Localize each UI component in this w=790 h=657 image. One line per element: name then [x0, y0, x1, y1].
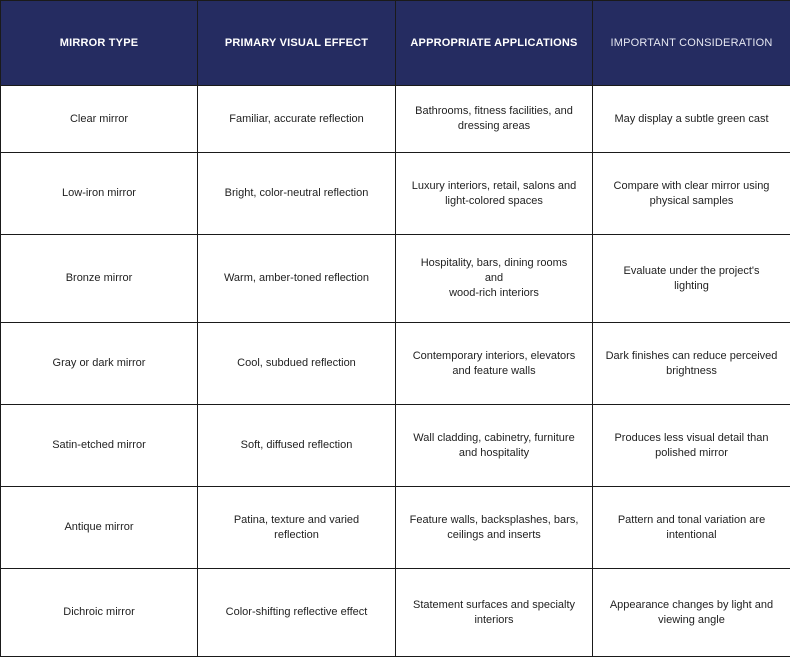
table-row	[1, 153, 790, 235]
table-row	[1, 405, 790, 487]
table-row	[1, 235, 790, 323]
cell-consideration: Produces less visual detail than polished mirror	[593, 405, 790, 487]
table-row	[1, 487, 790, 569]
table-row	[1, 86, 790, 153]
cell-applications: Contemporary interiors, elevators and feature walls	[396, 323, 593, 405]
cell-consideration: Appearance changes by light and viewing angle	[593, 569, 790, 657]
cell-applications: Bathrooms, fitness facilities, and dressing areas	[396, 86, 593, 153]
header-primary-visual-effect: PRIMARY VISUAL EFFECT	[198, 1, 396, 86]
cell-mirror-type: Bronze mirror	[1, 235, 198, 323]
cell-mirror-type: Antique mirror	[1, 487, 198, 569]
cell-mirror-type: Low-iron mirror	[1, 153, 198, 235]
cell-visual-effect: Bright, color-neutral reflection	[198, 153, 396, 235]
table-body	[1, 86, 790, 657]
cell-applications: Luxury interiors, retail, salons and light-colored spaces	[396, 153, 593, 235]
header-row	[1, 1, 790, 86]
cell-consideration: May display a subtle green cast	[593, 86, 790, 153]
table-header	[1, 1, 790, 86]
cell-visual-effect: Familiar, accurate reflection	[198, 86, 396, 153]
header-appropriate-applications: APPROPRIATE APPLICATIONS	[396, 1, 593, 86]
cell-consideration: Dark finishes can reduce perceived brightness	[593, 323, 790, 405]
cell-visual-effect: Warm, amber-toned reflection	[198, 235, 396, 323]
cell-applications: Feature walls, backsplashes, bars, ceilings and inserts	[396, 487, 593, 569]
cell-mirror-type: Satin-etched mirror	[1, 405, 198, 487]
table-row	[1, 569, 790, 657]
cell-visual-effect: Soft, diffused reflection	[198, 405, 396, 487]
header-mirror-type: MIRROR TYPE	[1, 1, 198, 86]
cell-visual-effect: Patina, texture and varied reflection	[198, 487, 396, 569]
table-row	[1, 323, 790, 405]
cell-consideration: Pattern and tonal variation are intentional	[593, 487, 790, 569]
cell-consideration: Compare with clear mirror using physical samples	[593, 153, 790, 235]
cell-consideration: Evaluate under the project's lighting	[593, 235, 790, 323]
cell-applications: Wall cladding, cabinetry, furniture and hospitality	[396, 405, 593, 487]
cell-mirror-type: Clear mirror	[1, 86, 198, 153]
cell-mirror-type: Gray or dark mirror	[1, 323, 198, 405]
cell-visual-effect: Color-shifting reflective effect	[198, 569, 396, 657]
cell-applications: Statement surfaces and specialty interiors	[396, 569, 593, 657]
header-important-consideration: IMPORTANT CONSIDERATION	[593, 1, 790, 86]
cell-mirror-type: Dichroic mirror	[1, 569, 198, 657]
cell-visual-effect: Cool, subdued reflection	[198, 323, 396, 405]
cell-applications: Hospitality, bars, dining rooms and wood-rich interiors	[396, 235, 593, 323]
